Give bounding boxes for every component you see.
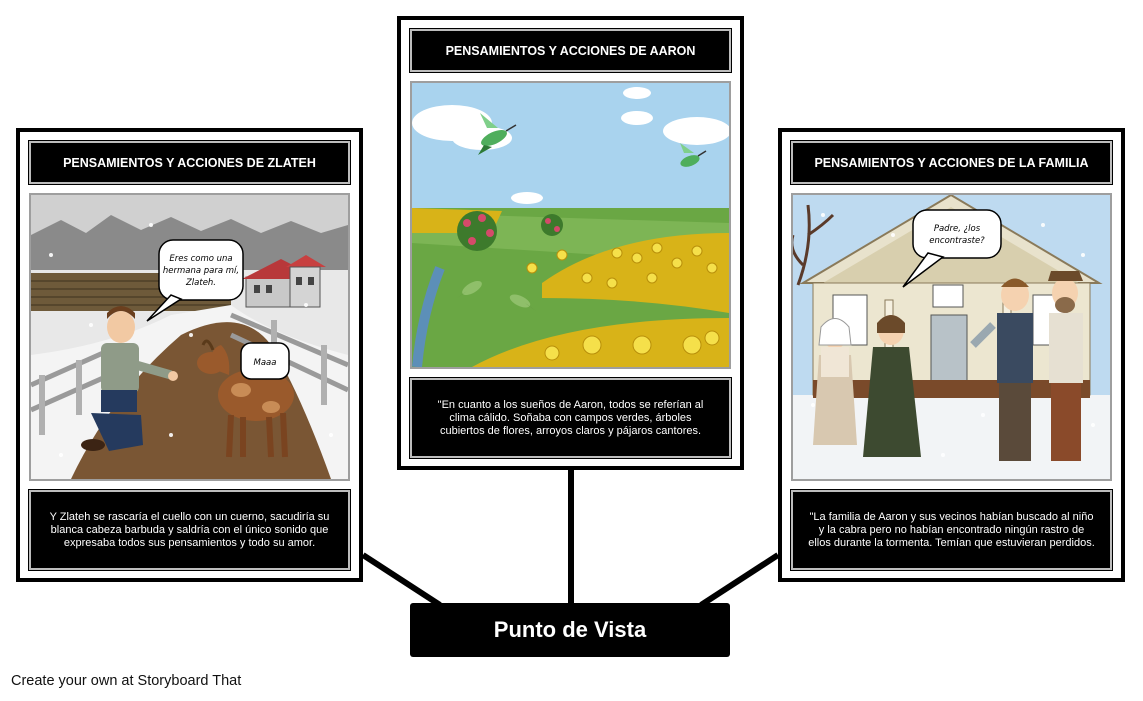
speech-line-1: Eres como una [169, 254, 233, 264]
panel-caption: Y Zlateh se rascaría el cuello con un cuerno, sacudiría su blanca cabeza barbuda y saldría con el único sonido que expresaba todos sus pensamientos y todo su amor. [29, 490, 350, 570]
connector-right [701, 555, 778, 605]
panel-title: PENSAMIENTOS Y ACCIONES DE LA FAMILIA [791, 141, 1112, 184]
speech-line-2: hermana para mí, [162, 266, 240, 276]
panel-familia [778, 128, 1125, 582]
speech-line-2: encontraste? [929, 236, 985, 246]
panel-aaron [397, 16, 744, 470]
flower-bush-2 [541, 214, 563, 236]
woman-1 [813, 319, 857, 446]
speech-bubble-goat [241, 343, 289, 379]
panel-title: PENSAMIENTOS Y ACCIONES DE ZLATEH [29, 141, 350, 184]
panel-title: PENSAMIENTOS Y ACCIONES DE AARON [410, 29, 731, 72]
flower-bush-1 [457, 211, 497, 251]
panel-scene-familia [791, 193, 1112, 481]
speech-line-1: Padre, ¿los [933, 224, 981, 234]
panel-zlateh [16, 128, 363, 582]
connector-left [363, 555, 440, 605]
footer-link[interactable]: Create your own at Storyboard That [11, 673, 242, 689]
speech-line-3: Zlateh. [185, 278, 217, 288]
central-title-box [410, 603, 730, 657]
panel-scene-aaron [410, 81, 731, 369]
panel-caption: "La familia de Aaron y sus vecinos habían buscado al niño y la cabra pero no habían encontrado ningún rastro de ellos durante la tormenta. Temían que estuvieran perdidos. [791, 490, 1112, 570]
panel-caption: "En cuanto a los sueños de Aaron, todos se referían al clima cálido. Soñaba con campos verdes, árboles cubiertos de flores, arroyos claros y pájaros cantores. [410, 378, 731, 458]
panel-scene-zlateh [29, 193, 350, 481]
speech-goat: Maaa [253, 358, 277, 368]
central-title: Punto de Vista [493, 617, 647, 642]
